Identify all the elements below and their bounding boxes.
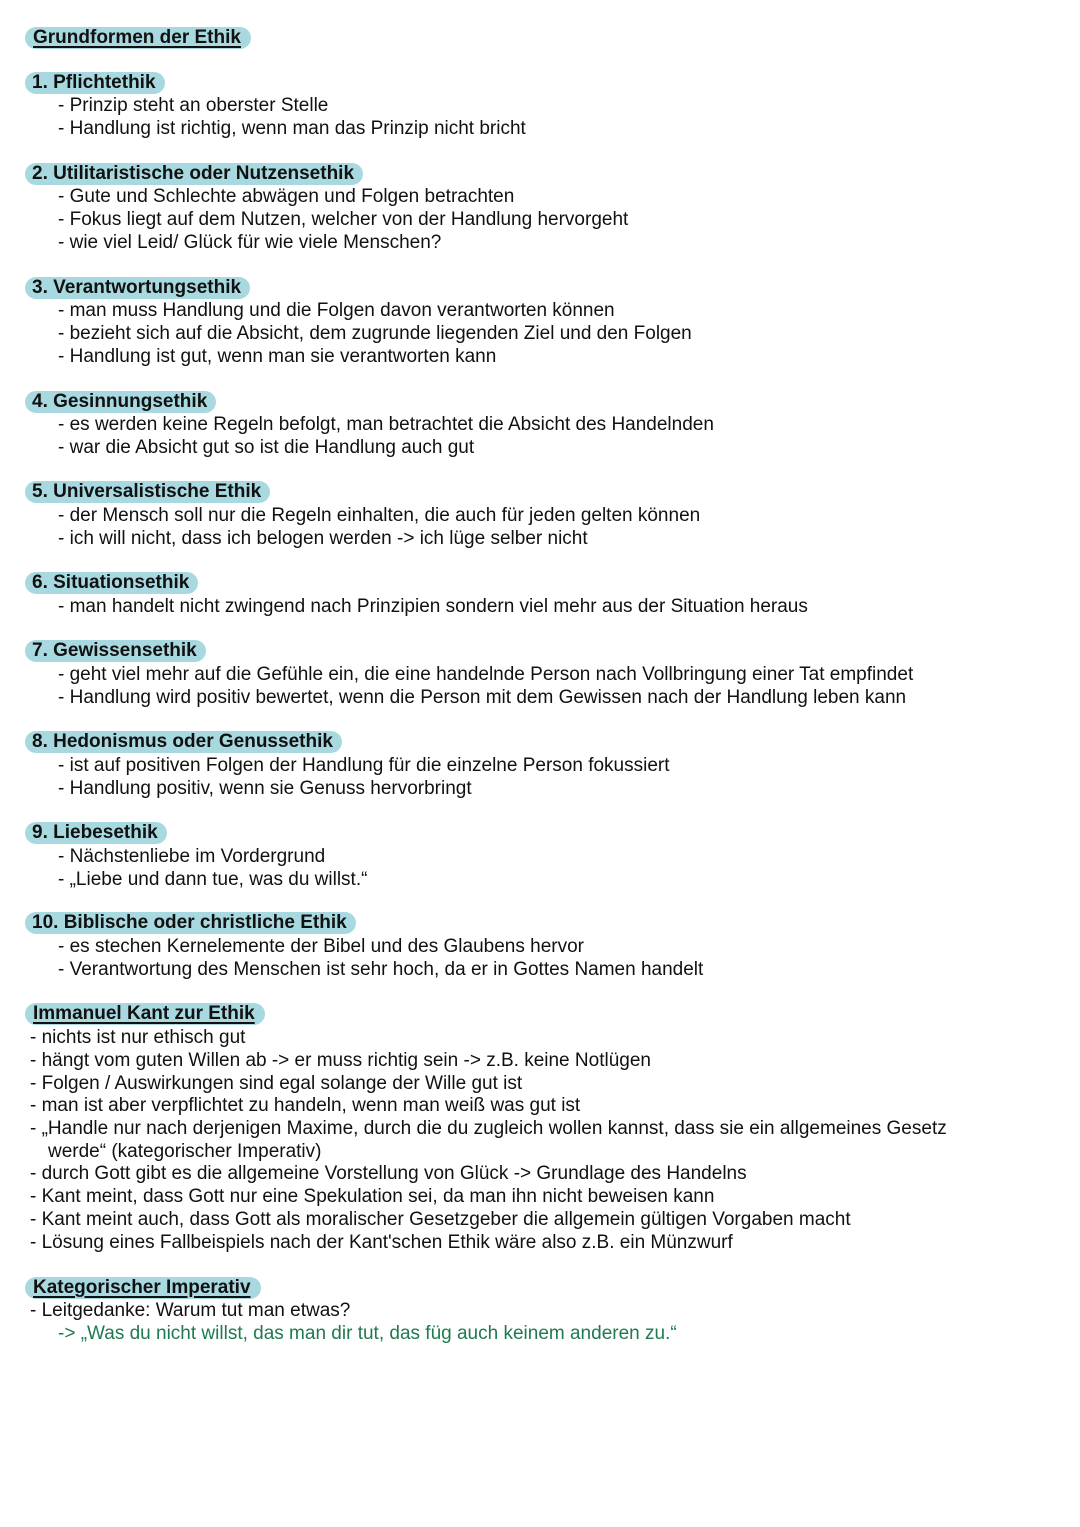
section-4-line-1: - es werden keine Regeln befolgt, man betrachtet die Absicht des Handelnden — [58, 414, 714, 435]
section-7-line-1: - geht viel mehr auf die Gefühle ein, die eine handelnde Person nach Vollbringung einer Tat empfindet — [58, 664, 914, 685]
kant-line-7: - durch Gott gibt es die allgemeine Vorstellung von Glück -> Grundlage des Handelns — [30, 1163, 747, 1184]
section-7-line-2: - Handlung wird positiv bewertet, wenn die Person mit dem Gewissen nach der Handlung leben kann — [58, 687, 907, 708]
kant-line-10: - Lösung eines Fallbeispiels nach der Kant'schen Ethik wäre also z.B. ein Münzwurf — [30, 1232, 733, 1253]
kant-title: Immanuel Kant zur Ethik — [25, 1003, 265, 1025]
kant-line-4: - man ist aber verpflichtet zu handeln, wenn man weiß was gut ist — [30, 1095, 581, 1116]
section-8-line-1: - ist auf positiven Folgen der Handlung für die einzelne Person fokussiert — [58, 755, 670, 776]
section-heading-2: 2. Utilitaristische oder Nutzensethik — [25, 163, 363, 185]
kant-line-3: - Folgen / Auswirkungen sind egal solange der Wille gut ist — [30, 1073, 523, 1094]
section-heading-7: 7. Gewissensethik — [25, 640, 206, 662]
section-5-line-2: - ich will nicht, dass ich belogen werden -> ich lüge selber nicht — [58, 528, 588, 549]
kant-line-1: - nichts ist nur ethisch gut — [30, 1027, 246, 1048]
section-10-line-1: - es stechen Kernelemente der Bibel und des Glaubens hervor — [58, 936, 584, 957]
section-10-line-2: - Verantwortung des Menschen ist sehr hoch, da er in Gottes Namen handelt — [58, 959, 704, 980]
section-2-line-1: - Gute und Schlechte abwägen und Folgen betrachten — [58, 186, 515, 207]
section-9-line-1: - Nächstenliebe im Vordergrund — [58, 846, 326, 867]
section-heading-5: 5. Universalistische Ethik — [25, 481, 270, 503]
section-2-line-3: - wie viel Leid/ Glück für wie viele Menschen? — [58, 232, 442, 253]
section-heading-4: 4. Gesinnungsethik — [25, 391, 216, 413]
section-2-line-2: - Fokus liegt auf dem Nutzen, welcher von der Handlung hervorgeht — [58, 209, 629, 230]
imperativ-quote: -> „Was du nicht willst, das man dir tut, das füg auch keinem anderen zu.“ — [58, 1323, 677, 1344]
imperativ-line-1: - Leitgedanke: Warum tut man etwas? — [30, 1300, 351, 1321]
kant-line-8: - Kant meint, dass Gott nur eine Spekulation sei, da man ihn nicht beweisen kann — [30, 1186, 715, 1207]
section-8-line-2: - Handlung positiv, wenn sie Genuss hervorbringt — [58, 778, 472, 799]
section-1-line-2: - Handlung ist richtig, wenn man das Prinzip nicht bricht — [58, 118, 526, 139]
main-title: Grundformen der Ethik — [25, 27, 251, 49]
kant-line-5: - „Handle nur nach derjenigen Maxime, durch die du zugleich wollen kannst, dass sie ein allgemeines Gesetz — [30, 1118, 947, 1139]
section-heading-1: 1. Pflichtethik — [25, 72, 165, 94]
section-heading-3: 3. Verantwortungsethik — [25, 277, 250, 299]
section-6-line-1: - man handelt nicht zwingend nach Prinzipien sondern viel mehr aus der Situation heraus — [58, 596, 808, 617]
section-5-line-1: - der Mensch soll nur die Regeln einhalten, die auch für jeden gelten können — [58, 505, 701, 526]
imperativ-title: Kategorischer Imperativ — [25, 1277, 261, 1299]
section-1-line-1: - Prinzip steht an oberster Stelle — [58, 95, 329, 116]
kant-line-6: werde“ (kategorischer Imperativ) — [48, 1141, 322, 1162]
section-heading-6: 6. Situationsethik — [25, 572, 198, 594]
kant-line-9: - Kant meint auch, dass Gott als moralischer Gesetzgeber die allgemein gültigen Vorgaben macht — [30, 1209, 851, 1230]
section-3-line-2: - bezieht sich auf die Absicht, dem zugrunde liegenden Ziel und den Folgen — [58, 323, 692, 344]
section-heading-10: 10. Biblische oder christliche Ethik — [25, 912, 356, 934]
kant-line-2: - hängt vom guten Willen ab -> er muss richtig sein -> z.B. keine Notlügen — [30, 1050, 651, 1071]
section-9-line-2: - „Liebe und dann tue, was du willst.“ — [58, 869, 368, 890]
section-heading-9: 9. Liebesethik — [25, 822, 167, 844]
section-3-line-1: - man muss Handlung und die Folgen davon verantworten können — [58, 300, 615, 321]
section-4-line-2: - war die Absicht gut so ist die Handlung auch gut — [58, 437, 475, 458]
section-heading-8: 8. Hedonismus oder Genussethik — [25, 731, 342, 753]
section-3-line-3: - Handlung ist gut, wenn man sie verantworten kann — [58, 346, 497, 367]
